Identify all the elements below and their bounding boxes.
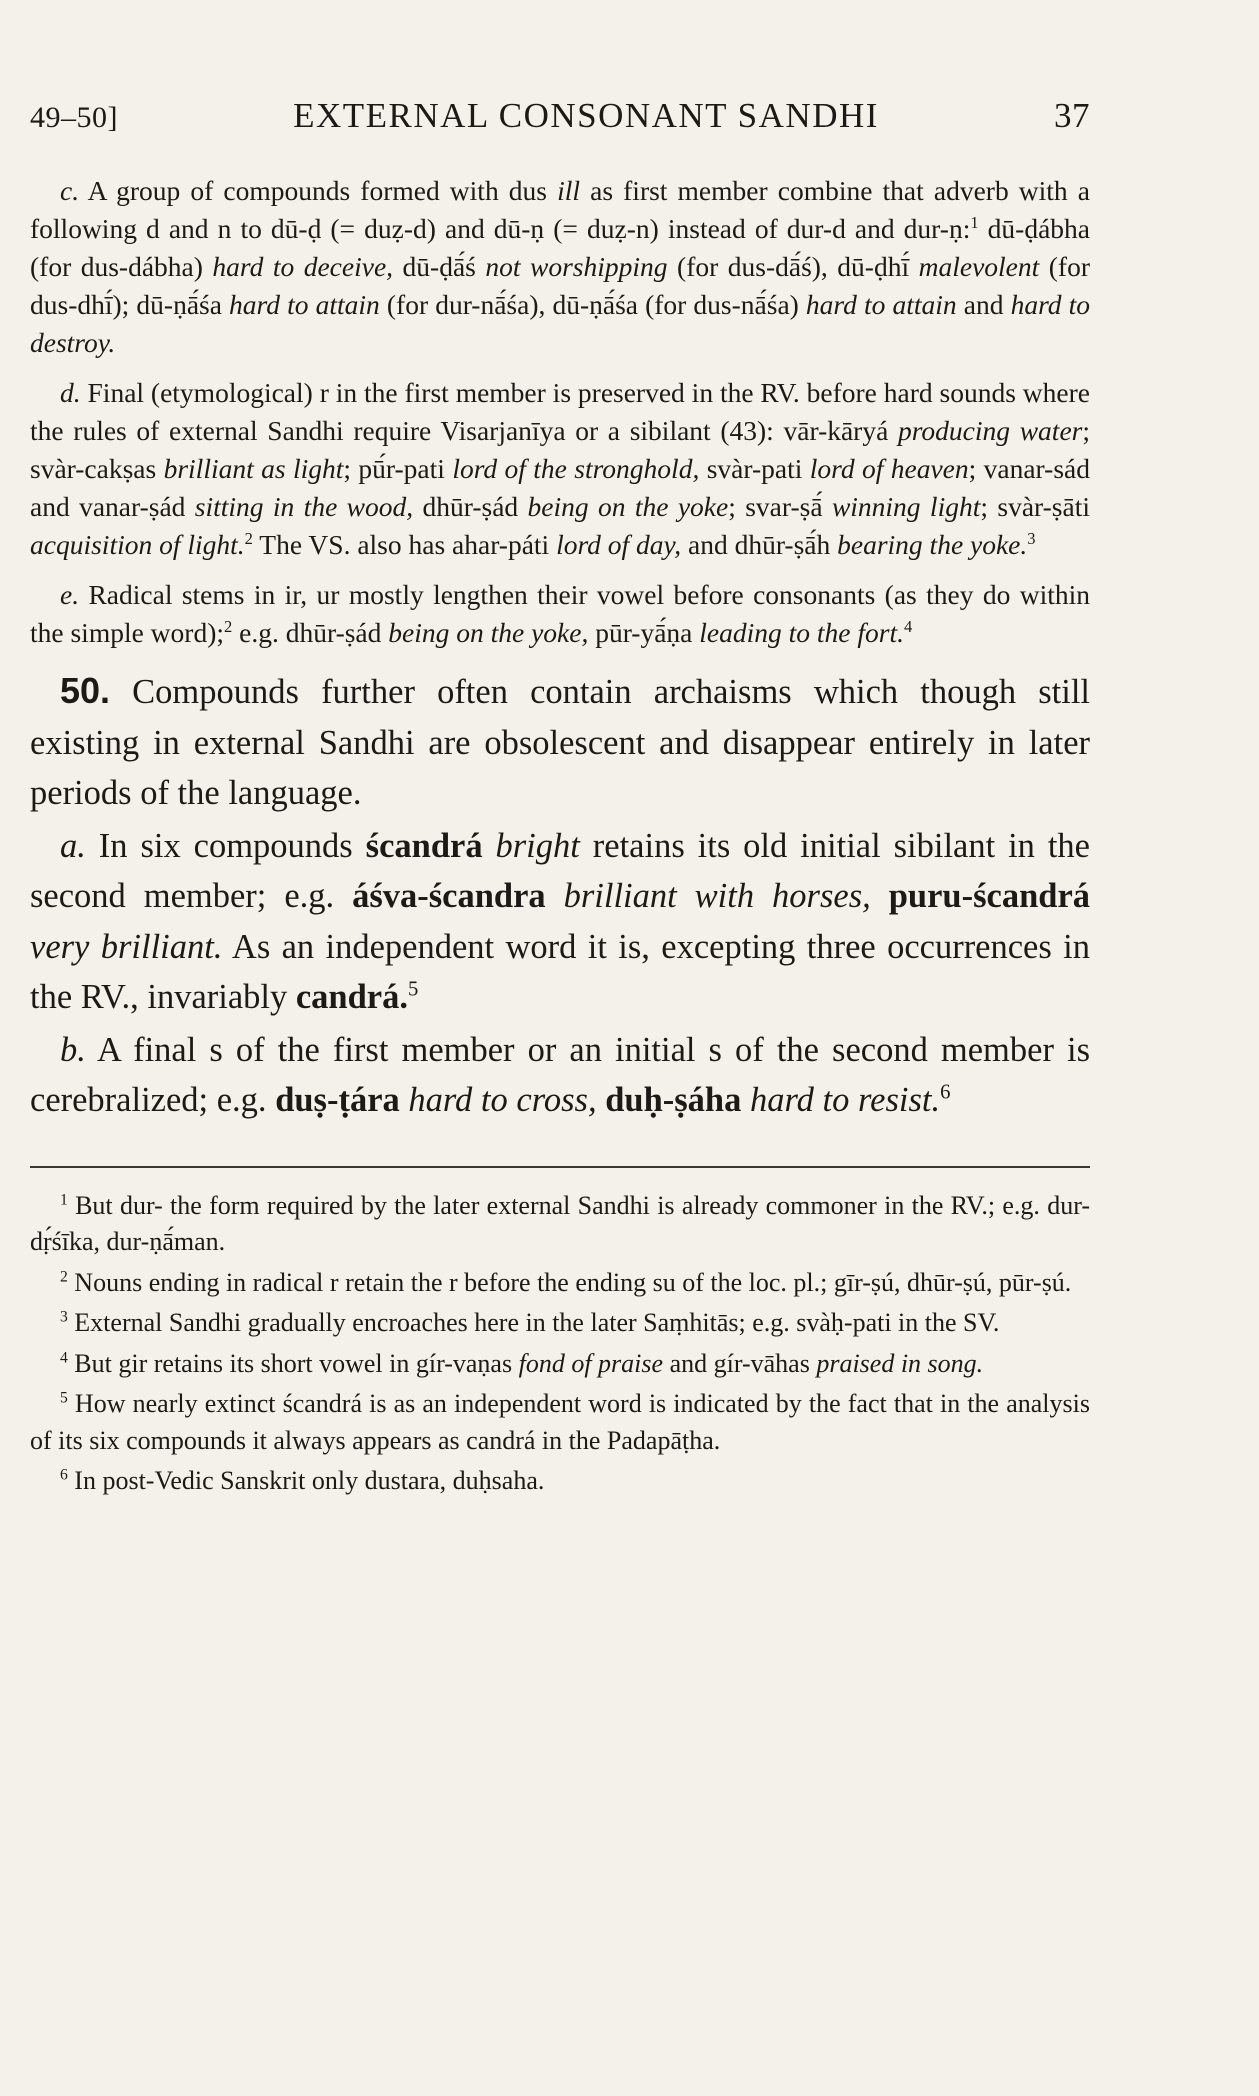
section-range: 49–50] [30,101,118,134]
footnote-ref-2b: 2 [224,616,233,636]
footnotes [30,1188,1090,1500]
footnote-4: $^4$ But gir retains its short vowel in gír-vaṇas fond of praise and gír-vāhas praised in song. [60,1348,984,1378]
page-title: EXTERNAL CONSONANT SANDHI [293,96,879,135]
running-header [30,96,1090,136]
footnote-2: $^2$ Nouns ending in radical r retain the r before the ending su of the loc. pl.; gīr-ṣú, dhūr-ṣú, pūr-ṣú. [60,1267,1072,1297]
footnote-5: $^5$ How nearly extinct ścandrá is as an independent word is indicated by the fact that in the analysis of its six compounds it always appears as candrá in the Padapāṭha. [30,1389,1090,1455]
paragraph-49e: e. Radical stems in ir, ur mostly lengthen their vowel before consonants (as they do within the simple word);$^2$ e.g. dhūr-ṣád being on the yoke, pūr-yā́ṇa leading to the fort.$^4$ [30,579,1090,648]
footnote-ref-4: 4 [903,616,913,636]
section-number: 50. [60,670,111,711]
page [30,96,1090,1504]
section-50 [30,666,1090,1126]
footnote-ref-6: 6 [940,1081,951,1104]
paragraph-49d: d. Final (etymological) r in the first member is preserved in the RV. before hard sounds where the rules of external Sandhi require Visarjanīya or a sibilant (43): vār-kāryá producing water; svàr-cakṣas brilliant as light; pū́r-pati lord of the stronghold, svàr-pati lord of heaven; vanar-sád and vanar-ṣád sitting in the wood, dhūr-ṣád being on the yoke; svar-ṣā́ winning light; svàr-ṣāti acquisition of light.$^2$ The VS. also has ahar-páti lord of day, and dhūr-ṣā́h bearing the yoke.$^3$ [30,377,1090,560]
section-49-subparagraphs [30,172,1090,652]
footnote-6: $^6$ In post-Vedic Sanskrit only dustara, duḥsaha. [60,1466,545,1495]
page-number: 37 [1053,96,1090,135]
paragraph-50: 50. Compounds further often contain archaisms which though still existing in external Sandhi are obsolescent and disappear entirely in later periods of the language. [30,670,1090,812]
paragraph-50a: a. In six compounds ścandrá bright retains its old initial sibilant in the second member; e.g. áśva-ścandra brilliant with horses, puru-ścandrá very brilliant. As an independent word it is, excepting three occurrences in the RV., invariably candrá.$^5$ [30,826,1091,1016]
footnote-ref-3: 3 [1027,528,1036,548]
paragraph-49c: c. A group of compounds formed with dus ill as first member combine that adverb with a following d and n to dū-ḍ (= duẓ-d) and dū-ṇ (= duẓ-n) instead of dur-d and dur-ṇ:$^1$ dū-ḍábha (for dus-dábha) hard to deceive, dū-ḍā́ś not worshipping (for dus-dā́ś), dū-ḍhī́ malevolent (for dus-dhī́); dū-ṇā́śa hard to attain (for dur-nā́śa), dū-ṇā́śa (for dus-nā́śa) hard to attain and hard to destroy. [30,175,1090,358]
footnote-3: $^3$ External Sandhi gradually encroaches here in the later Saṃhitās; e.g. svàḥ-pati in the SV. [60,1308,1000,1337]
footnote-ref-1: 1 [970,212,979,232]
footnote-ref-5: 5 [407,978,419,1001]
footnote-divider [30,1166,1090,1168]
footnote-1: $^1$ But dur- the form required by the later external Sandhi is already commoner in the RV.; e.g. dur-dṛ́śīka, dur-ṇā́man. [30,1190,1090,1256]
footnote-ref-2: 2 [244,528,253,548]
paragraph-50b: b. A final s of the first member or an initial s of the second member is cerebralized; e.g. duṣ-ṭára hard to cross, duḥ-ṣáha hard to resist.$^6$ [30,1030,1090,1119]
